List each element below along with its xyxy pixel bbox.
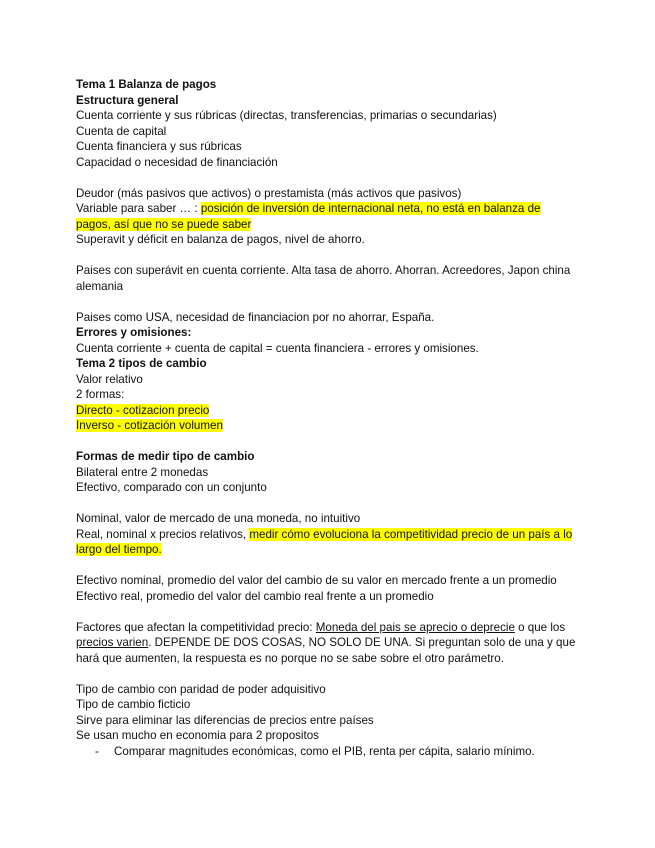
list-item-text: Comparar magnitudes económicas, como el PIB, renta per cápita, salario mínimo.: [114, 744, 535, 758]
text-line: Superavit y déficit en balanza de pagos, nivel de ahorro.: [76, 233, 365, 246]
blank-line: [76, 294, 576, 310]
text-line: Paises como USA, necesidad de financiacion por no ahorrar, España.: [76, 310, 435, 324]
text-line: [76, 403, 576, 419]
text-line: Efectivo nominal, promedio del valor del cambio de su valor en mercado frente a un promedio: [76, 574, 557, 587]
bullet-dash: -: [95, 744, 99, 758]
blank-line: [76, 496, 576, 512]
text-line: Tipo de cambio ficticio: [76, 698, 191, 711]
underlined-text: Moneda del pais se aprecio o deprecie: [315, 620, 515, 634]
text-line: [76, 527, 576, 558]
text-line: 2 formas:: [76, 388, 125, 401]
heading-tema-2: Tema 2 tipos de cambio: [76, 357, 207, 370]
text-line: Valor relativo: [76, 372, 143, 386]
heading-tema-1: Tema 1 Balanza de pagos: [76, 78, 217, 91]
text-line: Sirve para eliminar las diferencias de precios entre países: [76, 713, 374, 727]
text-line: Capacidad o necesidad de financiación: [76, 155, 278, 169]
list-item: [76, 744, 576, 760]
text-line: Tipo de cambio con paridad de poder adquisitivo: [76, 682, 326, 696]
text-line: Efectivo real, promedio del valor del cambio real frente a un promedio: [76, 589, 434, 603]
heading-formas-medir: Formas de medir tipo de cambio: [76, 450, 255, 463]
text-line: Se usan mucho en economia para 2 propositos: [76, 729, 319, 742]
text-span: . DEPENDE DE DOS COSAS, NO SOLO DE UNA. Si preguntan solo de una y que hará que aumenten, la respuesta es no porque no se sabe sobre el otro parámetro.: [76, 636, 576, 665]
text-line: Nominal, valor de mercado de una moneda, no intuitivo: [76, 512, 361, 525]
blank-line: [76, 604, 576, 620]
underlined-text: precios varien: [76, 636, 149, 649]
text-line: Efectivo, comparado con un conjunto: [76, 481, 267, 494]
blank-line: [76, 248, 576, 264]
heading-errores-omisiones: Errores y omisiones:: [76, 326, 192, 339]
text-line: Cuenta corriente y sus rúbricas (directas, transferencias, primarias o secundarias): [76, 109, 497, 122]
text-line: Bilateral entre 2 monedas: [76, 465, 209, 479]
text-line: Cuenta corriente + cuenta de capital = cuenta financiera - errores y omisiones.: [76, 341, 479, 355]
text-line: [76, 418, 576, 434]
text-line: Deudor (más pasivos que activos) o prestamista (más activos que pasivos): [76, 186, 462, 200]
text-span: Real, nominal x precios relativos,: [76, 527, 250, 541]
text-line: [76, 620, 576, 667]
highlighted-text: Directo - cotizacion precio: [76, 403, 210, 417]
blank-line: [76, 558, 576, 574]
blank-line: [76, 434, 576, 450]
text-line: [76, 201, 576, 232]
blank-line: [76, 170, 576, 186]
blank-line: [76, 666, 576, 682]
highlighted-text: Inverso - cotización volumen: [76, 419, 223, 432]
text-span: Factores que afectan la competitividad precio:: [76, 620, 316, 634]
document-page: [76, 77, 576, 759]
text-line: Cuenta financiera y sus rúbricas: [76, 140, 242, 153]
text-line: Paises con superávit en cuenta corriente. Alta tasa de ahorro. Ahorran. Acreedores, Japon china alemania: [76, 264, 571, 293]
text-span: o que los: [514, 620, 566, 634]
text-span: Variable para saber … :: [76, 202, 201, 215]
highlighted-text: posición de inversión de internacional neta, no está en balanza de pagos, así que no se puede saber: [76, 202, 541, 231]
heading-estructura-general: Estructura general: [76, 93, 179, 107]
highlighted-text: medir cómo evoluciona la competitividad precio de un país a lo largo del tiempo.: [76, 527, 573, 556]
text-line: Cuenta de capital: [76, 124, 167, 138]
